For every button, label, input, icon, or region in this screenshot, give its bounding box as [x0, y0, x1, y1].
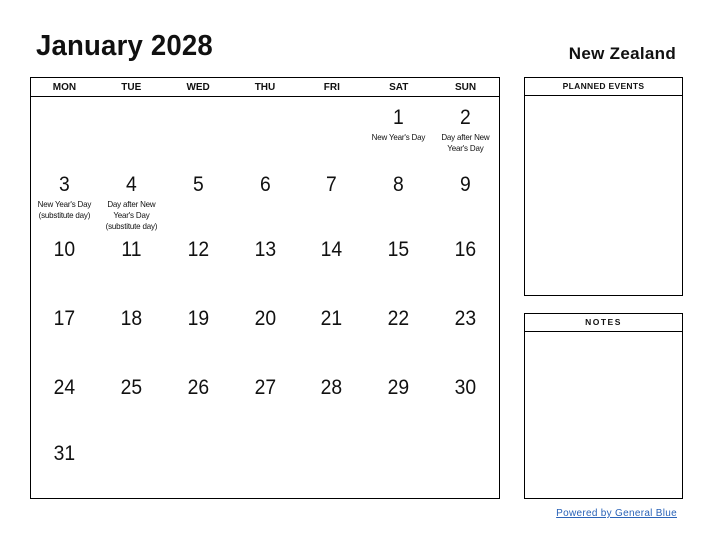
day-number: 6 [259, 173, 271, 196]
calendar-week [31, 231, 499, 261]
weekday-sat: SAT [389, 82, 409, 93]
day-number: 12 [187, 238, 209, 261]
calendar-day-cell [365, 369, 432, 399]
calendar-week [31, 435, 499, 465]
weekday-fri: FRI [323, 82, 340, 93]
calendar-day-cell [432, 166, 499, 232]
calendar-day-cell [232, 99, 299, 154]
powered-by-link[interactable]: Powered by General Blue [556, 508, 677, 519]
day-number: 13 [254, 238, 276, 261]
calendar-day-cell [31, 369, 98, 399]
calendar-day-cell [165, 166, 232, 232]
day-number: 29 [387, 376, 410, 399]
calendar-day-cell [98, 369, 165, 399]
day-number: 28 [321, 376, 343, 399]
calendar-day-cell [432, 99, 499, 154]
country-label: New Zealand [568, 44, 676, 63]
calendar-day-cell [165, 300, 232, 330]
calendar-day-cell [298, 300, 365, 330]
calendar-day-cell [298, 166, 365, 232]
notes-title: NOTES [525, 314, 682, 332]
day-number: 24 [53, 376, 76, 399]
calendar-day-cell [98, 166, 165, 232]
calendar-day-cell [432, 435, 499, 465]
page-title: January 2028 [36, 30, 213, 62]
calendar-day-cell [31, 99, 98, 154]
calendar-day-cell [298, 231, 365, 261]
day-number: 8 [393, 173, 405, 196]
holiday-label: New Year's Day [371, 132, 426, 142]
calendar-day-cell [365, 166, 432, 232]
calendar-day-cell [31, 166, 98, 232]
day-number: 22 [387, 307, 410, 330]
calendar-day-cell [31, 300, 98, 330]
calendar-day-cell [232, 166, 299, 232]
calendar-day-cell [365, 231, 432, 261]
weekday-mon: MON [52, 82, 77, 93]
calendar-week [31, 99, 499, 154]
holiday-label: Day after New Year's Day [441, 132, 490, 153]
calendar-day-cell [98, 231, 165, 261]
day-number: 31 [53, 442, 76, 465]
day-number: 17 [53, 307, 76, 330]
calendar-day-cell [31, 435, 98, 465]
day-number: 3 [59, 173, 70, 196]
calendar-day-cell [298, 435, 365, 465]
calendar-day-cell [365, 99, 432, 154]
calendar-day-cell [98, 435, 165, 465]
calendar-day-cell [165, 231, 232, 261]
day-number: 11 [121, 238, 142, 261]
day-number: 25 [120, 376, 143, 399]
calendar-week [31, 300, 499, 330]
calendar-day-cell [298, 369, 365, 399]
calendar-day-cell [232, 435, 299, 465]
calendar-day-cell [432, 300, 499, 330]
day-number: 16 [454, 238, 477, 261]
day-number: 4 [125, 173, 137, 196]
calendar-day-cell [165, 435, 232, 465]
day-number: 5 [192, 173, 204, 196]
calendar-day-cell [165, 369, 232, 399]
planned-events-title: PLANNED EVENTS [525, 78, 682, 96]
calendar-day-cell [232, 369, 299, 399]
calendar-day-cell [232, 231, 299, 261]
day-number: 23 [454, 307, 477, 330]
day-number: 20 [254, 307, 276, 330]
calendar-day-cell [98, 99, 165, 154]
calendar-day-cell [365, 300, 432, 330]
calendar-day-cell [98, 300, 165, 330]
day-number: 1 [393, 106, 405, 129]
day-number: 2 [460, 106, 471, 129]
day-number: 19 [187, 307, 209, 330]
day-number: 27 [254, 376, 276, 399]
day-number: 26 [187, 376, 209, 399]
day-number: 10 [53, 238, 76, 261]
weekday-sun: SUN [455, 82, 477, 93]
day-number: 9 [460, 173, 471, 196]
day-number: 15 [387, 238, 410, 261]
weekday-header [31, 78, 499, 97]
calendar-day-cell [232, 300, 299, 330]
calendar-day-cell [432, 369, 499, 399]
calendar-body [31, 97, 499, 498]
holiday-label: Day after New Year's Day (substitute day) [105, 199, 158, 231]
weekday-thu: THU [254, 82, 276, 93]
calendar-week [31, 369, 499, 399]
holiday-label: New Year's Day (substitute day) [37, 199, 92, 220]
calendar-grid [30, 77, 500, 499]
day-number: 21 [321, 307, 343, 330]
calendar-day-cell [298, 99, 365, 154]
day-number: 30 [454, 376, 477, 399]
calendar-day-cell [31, 231, 98, 261]
calendar-day-cell [432, 231, 499, 261]
day-number: 7 [326, 173, 338, 196]
planned-events-panel [524, 77, 683, 296]
weekday-tue: TUE [121, 82, 142, 93]
day-number: 14 [321, 238, 343, 261]
weekday-wed: WED [186, 82, 210, 93]
calendar-day-cell [365, 435, 432, 465]
notes-panel [524, 313, 683, 499]
day-number: 18 [120, 307, 143, 330]
calendar-week [31, 166, 499, 232]
calendar-day-cell [165, 99, 232, 154]
